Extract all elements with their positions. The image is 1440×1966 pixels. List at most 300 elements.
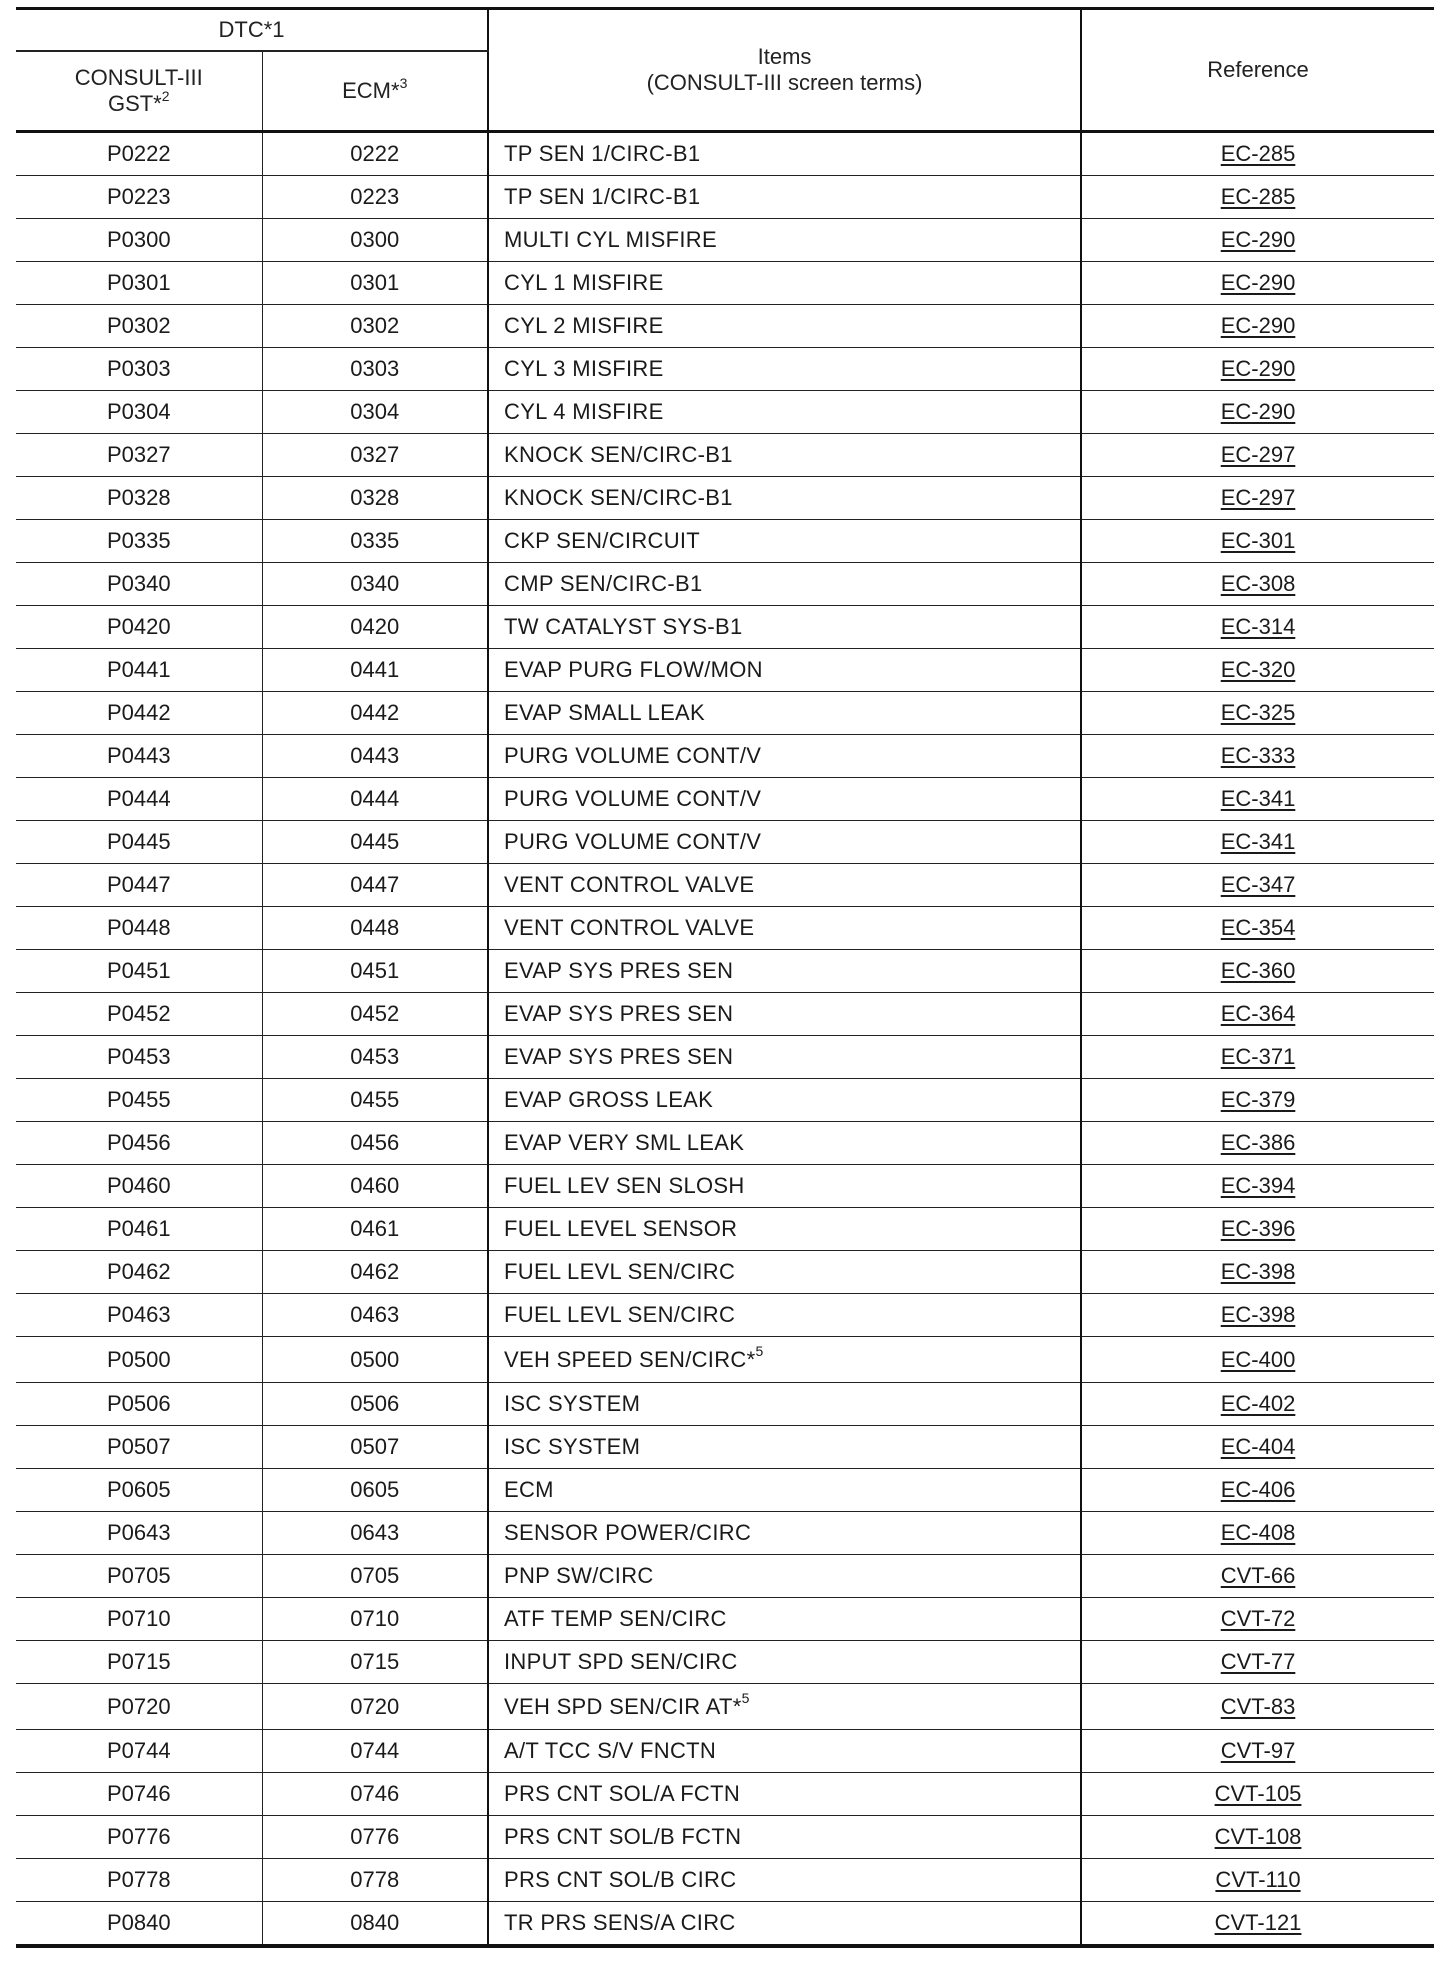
dtc-gst-code: P0462: [16, 1251, 262, 1294]
table-row: [16, 1902, 1434, 1947]
table-row: [16, 907, 1434, 950]
dtc-ecm-code: 0462: [262, 1251, 488, 1294]
reference-cell: [1081, 434, 1434, 477]
reference-cell: [1081, 1251, 1434, 1294]
item-text: ISC SYSTEM: [504, 1391, 641, 1416]
reference-cell: [1081, 1036, 1434, 1079]
item-text: MULTI CYL MISFIRE: [504, 227, 717, 252]
reference-cell: [1081, 1512, 1434, 1555]
table-row: [16, 606, 1434, 649]
header-reference: Reference: [1081, 9, 1434, 132]
reference-cell: [1081, 1383, 1434, 1426]
item-text: EVAP VERY SML LEAK: [504, 1130, 745, 1155]
dtc-ecm-code: 0443: [262, 735, 488, 778]
reference-cell: [1081, 1598, 1434, 1641]
dtc-gst-code: P0776: [16, 1816, 262, 1859]
item-text: SENSOR POWER/CIRC: [504, 1520, 752, 1545]
header-gst-label: GST*: [107, 91, 162, 116]
reference-cell: [1081, 1641, 1434, 1684]
table-body: [16, 132, 1434, 1947]
table-row: [16, 649, 1434, 692]
item-text: PURG VOLUME CONT/V: [504, 829, 762, 854]
table-row: [16, 1426, 1434, 1469]
dtc-ecm-code: 0460: [262, 1165, 488, 1208]
dtc-ecm-code: 0448: [262, 907, 488, 950]
dtc-ecm-code: 0705: [262, 1555, 488, 1598]
dtc-ecm-code: 0304: [262, 391, 488, 434]
dtc-gst-code: P0455: [16, 1079, 262, 1122]
dtc-gst-code: P0715: [16, 1641, 262, 1684]
item-text: KNOCK SEN/CIRC-B1: [504, 485, 733, 510]
table-row: [16, 477, 1434, 520]
reference-link[interactable]: CVT-110: [1215, 1867, 1301, 1892]
item-text: PURG VOLUME CONT/V: [504, 743, 762, 768]
table-row: [16, 778, 1434, 821]
reference-cell: [1081, 1816, 1434, 1859]
reference-link[interactable]: CVT-77: [1220, 1649, 1296, 1674]
item-text: CMP SEN/CIRC-B1: [504, 571, 703, 596]
dtc-gst-code: P0500: [16, 1337, 262, 1383]
item-text: VEH SPEED SEN/CIRC*: [504, 1346, 756, 1372]
reference-cell: [1081, 950, 1434, 993]
item-text: EVAP SYS PRES SEN: [504, 958, 734, 983]
dtc-item-name: [488, 821, 1081, 864]
dtc-gst-code: P0223: [16, 176, 262, 219]
dtc-item-name: [488, 692, 1081, 735]
dtc-ecm-code: 0500: [262, 1337, 488, 1383]
item-text: FUEL LEVL SEN/CIRC: [504, 1302, 736, 1327]
table-row: [16, 993, 1434, 1036]
dtc-ecm-code: 0442: [262, 692, 488, 735]
reference-cell: [1081, 305, 1434, 348]
dtc-item-name: [488, 434, 1081, 477]
dtc-gst-code: P0340: [16, 563, 262, 606]
header-gst-footnote: 2: [161, 87, 170, 104]
item-text: FUEL LEV SEN SLOSH: [504, 1173, 745, 1198]
dtc-item-name: [488, 1730, 1081, 1773]
reference-link[interactable]: EC-404: [1220, 1434, 1296, 1459]
table-row: [16, 1383, 1434, 1426]
table-row: [16, 1684, 1434, 1730]
dtc-gst-code: P0328: [16, 477, 262, 520]
dtc-gst-code: P0451: [16, 950, 262, 993]
table-row: [16, 520, 1434, 563]
table-row: [16, 1859, 1434, 1902]
reference-cell: [1081, 735, 1434, 778]
dtc-gst-code: P0222: [16, 132, 262, 176]
reference-cell: [1081, 176, 1434, 219]
item-text: EVAP GROSS LEAK: [504, 1087, 714, 1112]
reference-link[interactable]: EC-354: [1220, 915, 1296, 940]
item-text: PRS CNT SOL/B CIRC: [504, 1867, 737, 1892]
dtc-ecm-code: 0463: [262, 1294, 488, 1337]
dtc-ecm-code: 0710: [262, 1598, 488, 1641]
item-footnote: 5: [755, 1343, 764, 1360]
dtc-ecm-code: 0605: [262, 1469, 488, 1512]
dtc-gst-code: P0461: [16, 1208, 262, 1251]
dtc-item-name: [488, 1598, 1081, 1641]
dtc-item-name: [488, 1208, 1081, 1251]
reference-link[interactable]: EC-402: [1220, 1391, 1296, 1416]
dtc-gst-code: P0705: [16, 1555, 262, 1598]
dtc-gst-code: P0453: [16, 1036, 262, 1079]
reference-cell: [1081, 649, 1434, 692]
dtc-item-name: [488, 1902, 1081, 1947]
dtc-ecm-code: 0840: [262, 1902, 488, 1947]
dtc-item-name: [488, 1251, 1081, 1294]
reference-link[interactable]: EC-341: [1220, 829, 1296, 854]
dtc-item-name: [488, 1036, 1081, 1079]
dtc-ecm-code: 0776: [262, 1816, 488, 1859]
reference-cell: [1081, 1555, 1434, 1598]
reference-link[interactable]: EC-386: [1220, 1130, 1296, 1155]
dtc-item-name: [488, 391, 1081, 434]
dtc-item-name: [488, 176, 1081, 219]
dtc-item-name: [488, 778, 1081, 821]
reference-link[interactable]: EC-325: [1220, 700, 1296, 725]
dtc-item-name: [488, 305, 1081, 348]
reference-link[interactable]: EC-290: [1220, 227, 1296, 252]
table-row: [16, 1598, 1434, 1641]
reference-link[interactable]: EC-364: [1220, 1001, 1296, 1026]
dtc-ecm-code: 0461: [262, 1208, 488, 1251]
table-row: [16, 1079, 1434, 1122]
dtc-item-name: [488, 132, 1081, 176]
item-text: FUEL LEVEL SENSOR: [504, 1216, 738, 1241]
dtc-ecm-code: 0441: [262, 649, 488, 692]
table-row: [16, 563, 1434, 606]
reference-cell: [1081, 219, 1434, 262]
dtc-gst-code: P0335: [16, 520, 262, 563]
dtc-item-name: [488, 1122, 1081, 1165]
dtc-gst-code: P0420: [16, 606, 262, 649]
dtc-item-name: [488, 1816, 1081, 1859]
dtc-gst-code: P0303: [16, 348, 262, 391]
reference-cell: [1081, 864, 1434, 907]
dtc-ecm-code: 0506: [262, 1383, 488, 1426]
dtc-gst-code: P0448: [16, 907, 262, 950]
table-row: [16, 391, 1434, 434]
header-consult-label: CONSULT-III: [74, 65, 203, 90]
reference-cell: [1081, 821, 1434, 864]
table-header: [16, 9, 1434, 132]
reference-link[interactable]: EC-297: [1220, 442, 1296, 467]
dtc-item-name: [488, 1641, 1081, 1684]
reference-cell: [1081, 1469, 1434, 1512]
dtc-ecm-code: 0302: [262, 305, 488, 348]
reference-cell: [1081, 391, 1434, 434]
item-text: INPUT SPD SEN/CIRC: [504, 1649, 738, 1674]
dtc-ecm-code: 0300: [262, 219, 488, 262]
reference-cell: [1081, 1294, 1434, 1337]
dtc-item-name: [488, 1512, 1081, 1555]
dtc-ecm-code: 0744: [262, 1730, 488, 1773]
reference-link[interactable]: EC-406: [1220, 1477, 1296, 1502]
table-row: [16, 176, 1434, 219]
item-text: CYL 4 MISFIRE: [504, 399, 664, 424]
dtc-gst-code: P0447: [16, 864, 262, 907]
dtc-gst-code: P0506: [16, 1383, 262, 1426]
dtc-item-name: [488, 1165, 1081, 1208]
reference-link[interactable]: CVT-105: [1214, 1781, 1302, 1806]
dtc-gst-code: P0840: [16, 1902, 262, 1947]
item-text: EVAP SYS PRES SEN: [504, 1001, 734, 1026]
reference-link[interactable]: EC-290: [1220, 356, 1296, 381]
item-text: PRS CNT SOL/B FCTN: [504, 1824, 742, 1849]
reference-link[interactable]: EC-297: [1220, 485, 1296, 510]
dtc-item-name: [488, 649, 1081, 692]
dtc-item-name: [488, 993, 1081, 1036]
reference-link[interactable]: EC-396: [1220, 1216, 1296, 1241]
dtc-item-name: [488, 606, 1081, 649]
reference-cell: [1081, 348, 1434, 391]
dtc-ecm-code: 0507: [262, 1426, 488, 1469]
reference-link[interactable]: CVT-83: [1220, 1693, 1296, 1719]
reference-link[interactable]: EC-400: [1220, 1346, 1296, 1372]
reference-link[interactable]: EC-285: [1220, 184, 1296, 209]
reference-cell: [1081, 1122, 1434, 1165]
header-items-title: Items: [757, 44, 812, 69]
reference-link[interactable]: EC-360: [1220, 958, 1296, 983]
table-row: [16, 434, 1434, 477]
item-text: CYL 3 MISFIRE: [504, 356, 664, 381]
reference-cell: [1081, 563, 1434, 606]
dtc-ecm-code: 0451: [262, 950, 488, 993]
table-row: [16, 1469, 1434, 1512]
header-ecm-footnote: 3: [399, 74, 408, 91]
dtc-ecm-code: 0643: [262, 1512, 488, 1555]
dtc-gst-code: P0301: [16, 262, 262, 305]
dtc-item-name: [488, 1555, 1081, 1598]
reference-cell: [1081, 1426, 1434, 1469]
header-ecm: [262, 51, 488, 132]
dtc-ecm-code: 0452: [262, 993, 488, 1036]
reference-cell: [1081, 1730, 1434, 1773]
table-row: [16, 864, 1434, 907]
dtc-gst-code: P0327: [16, 434, 262, 477]
table-row: [16, 1208, 1434, 1251]
reference-cell: [1081, 993, 1434, 1036]
reference-link[interactable]: EC-341: [1220, 786, 1296, 811]
dtc-ecm-code: 0420: [262, 606, 488, 649]
reference-link[interactable]: EC-333: [1220, 743, 1296, 768]
header-consult-gst: [16, 51, 262, 132]
table-row: [16, 950, 1434, 993]
dtc-item-name: [488, 950, 1081, 993]
dtc-ecm-code: 0340: [262, 563, 488, 606]
reference-link[interactable]: EC-408: [1220, 1520, 1296, 1545]
reference-cell: [1081, 1684, 1434, 1730]
table-row: [16, 348, 1434, 391]
item-text: PNP SW/CIRC: [504, 1563, 654, 1588]
reference-link[interactable]: CVT-121: [1214, 1910, 1302, 1935]
table-row: [16, 1641, 1434, 1684]
dtc-gst-code: P0460: [16, 1165, 262, 1208]
table-row: [16, 219, 1434, 262]
dtc-gst-code: P0300: [16, 219, 262, 262]
dtc-ecm-code: 0447: [262, 864, 488, 907]
dtc-item-name: [488, 864, 1081, 907]
dtc-ecm-code: 0301: [262, 262, 488, 305]
reference-cell: [1081, 1079, 1434, 1122]
dtc-item-name: [488, 1383, 1081, 1426]
dtc-item-name: [488, 1469, 1081, 1512]
reference-link[interactable]: CVT-72: [1220, 1606, 1296, 1631]
reference-link[interactable]: EC-394: [1220, 1173, 1296, 1198]
item-text: KNOCK SEN/CIRC-B1: [504, 442, 733, 467]
reference-cell: [1081, 778, 1434, 821]
table-row: [16, 1555, 1434, 1598]
item-text: VENT CONTROL VALVE: [504, 872, 755, 897]
dtc-ecm-code: 0778: [262, 1859, 488, 1902]
header-dtc: DTC*1: [16, 9, 488, 52]
reference-cell: [1081, 1165, 1434, 1208]
item-text: EVAP SMALL LEAK: [504, 700, 705, 725]
item-text: PURG VOLUME CONT/V: [504, 786, 762, 811]
table-row: [16, 262, 1434, 305]
dtc-item-name: [488, 262, 1081, 305]
table-row: [16, 1165, 1434, 1208]
reference-link[interactable]: EC-347: [1220, 872, 1296, 897]
reference-link[interactable]: EC-379: [1220, 1087, 1296, 1112]
item-text: TR PRS SENS/A CIRC: [504, 1910, 736, 1935]
dtc-gst-code: P0643: [16, 1512, 262, 1555]
dtc-gst-code: P0746: [16, 1773, 262, 1816]
reference-cell: [1081, 907, 1434, 950]
item-text: EVAP PURG FLOW/MON: [504, 657, 763, 682]
reference-link[interactable]: CVT-97: [1220, 1738, 1296, 1763]
reference-link[interactable]: CVT-66: [1220, 1563, 1296, 1588]
dtc-item-name: [488, 563, 1081, 606]
reference-cell: [1081, 1337, 1434, 1383]
dtc-item-name: [488, 520, 1081, 563]
dtc-gst-code: P0302: [16, 305, 262, 348]
table-row: [16, 1512, 1434, 1555]
dtc-ecm-code: 0453: [262, 1036, 488, 1079]
table-row: [16, 1337, 1434, 1383]
dtc-gst-code: P0778: [16, 1859, 262, 1902]
reference-cell: [1081, 262, 1434, 305]
item-text: PRS CNT SOL/A FCTN: [504, 1781, 741, 1806]
dtc-gst-code: P0445: [16, 821, 262, 864]
dtc-item-name: [488, 735, 1081, 778]
dtc-item-name: [488, 1859, 1081, 1902]
reference-cell: [1081, 692, 1434, 735]
dtc-ecm-code: 0715: [262, 1641, 488, 1684]
table-row: [16, 1251, 1434, 1294]
table-row: [16, 132, 1434, 176]
dtc-ecm-code: 0328: [262, 477, 488, 520]
item-text: TW CATALYST SYS-B1: [504, 614, 743, 639]
table-row: [16, 821, 1434, 864]
dtc-gst-code: P0710: [16, 1598, 262, 1641]
dtc-ecm-code: 0335: [262, 520, 488, 563]
dtc-item-name: [488, 1079, 1081, 1122]
reference-link[interactable]: EC-290: [1220, 399, 1296, 424]
dtc-item-name: [488, 1294, 1081, 1337]
dtc-ecm-code: 0222: [262, 132, 488, 176]
item-footnote: 5: [741, 1690, 750, 1707]
table-row: [16, 1294, 1434, 1337]
reference-cell: [1081, 132, 1434, 176]
reference-link[interactable]: EC-285: [1220, 141, 1296, 166]
reference-link[interactable]: CVT-108: [1214, 1824, 1302, 1849]
dtc-ecm-code: 0456: [262, 1122, 488, 1165]
dtc-item-name: [488, 348, 1081, 391]
item-text: VENT CONTROL VALVE: [504, 915, 755, 940]
table-row: [16, 692, 1434, 735]
dtc-ecm-code: 0720: [262, 1684, 488, 1730]
dtc-index-table: [16, 7, 1434, 1948]
item-text: EVAP SYS PRES SEN: [504, 1044, 734, 1069]
reference-cell: [1081, 1208, 1434, 1251]
item-text: CYL 1 MISFIRE: [504, 270, 664, 295]
dtc-gst-code: P0456: [16, 1122, 262, 1165]
reference-link[interactable]: EC-301: [1220, 528, 1296, 553]
reference-link[interactable]: EC-398: [1220, 1302, 1296, 1327]
dtc-gst-code: P0444: [16, 778, 262, 821]
table-row: [16, 735, 1434, 778]
header-ecm-label: ECM*: [342, 78, 400, 103]
item-text: TP SEN 1/CIRC-B1: [504, 141, 701, 166]
item-text: CYL 2 MISFIRE: [504, 313, 664, 338]
reference-link[interactable]: EC-314: [1220, 614, 1296, 639]
dtc-ecm-code: 0444: [262, 778, 488, 821]
reference-link[interactable]: EC-320: [1220, 657, 1296, 682]
dtc-gst-code: P0720: [16, 1684, 262, 1730]
dtc-gst-code: P0605: [16, 1469, 262, 1512]
dtc-item-name: [488, 1684, 1081, 1730]
reference-link[interactable]: EC-398: [1220, 1259, 1296, 1284]
dtc-gst-code: P0744: [16, 1730, 262, 1773]
reference-link[interactable]: EC-290: [1220, 270, 1296, 295]
dtc-ecm-code: 0445: [262, 821, 488, 864]
reference-cell: [1081, 477, 1434, 520]
reference-cell: [1081, 1859, 1434, 1902]
table-row: [16, 1036, 1434, 1079]
dtc-item-name: [488, 1773, 1081, 1816]
dtc-item-name: [488, 219, 1081, 262]
reference-link[interactable]: EC-371: [1220, 1044, 1296, 1069]
reference-cell: [1081, 520, 1434, 563]
dtc-item-name: [488, 1426, 1081, 1469]
item-text: FUEL LEVL SEN/CIRC: [504, 1259, 736, 1284]
reference-cell: [1081, 606, 1434, 649]
item-text: ISC SYSTEM: [504, 1434, 641, 1459]
table-row: [16, 1730, 1434, 1773]
table-row: [16, 1816, 1434, 1859]
item-text: VEH SPD SEN/CIR AT*: [504, 1693, 742, 1719]
dtc-gst-code: P0304: [16, 391, 262, 434]
dtc-gst-code: P0441: [16, 649, 262, 692]
item-text: ECM: [504, 1477, 554, 1502]
table-row: [16, 305, 1434, 348]
dtc-ecm-code: 0303: [262, 348, 488, 391]
dtc-item-name: [488, 1337, 1081, 1383]
item-text: TP SEN 1/CIRC-B1: [504, 184, 701, 209]
dtc-ecm-code: 0327: [262, 434, 488, 477]
reference-link[interactable]: EC-308: [1220, 571, 1296, 596]
dtc-item-name: [488, 907, 1081, 950]
dtc-gst-code: P0443: [16, 735, 262, 778]
reference-cell: [1081, 1902, 1434, 1947]
reference-cell: [1081, 1773, 1434, 1816]
item-text: ATF TEMP SEN/CIRC: [504, 1606, 727, 1631]
reference-link[interactable]: EC-290: [1220, 313, 1296, 338]
header-items: [488, 9, 1081, 132]
dtc-gst-code: P0463: [16, 1294, 262, 1337]
dtc-item-name: [488, 477, 1081, 520]
